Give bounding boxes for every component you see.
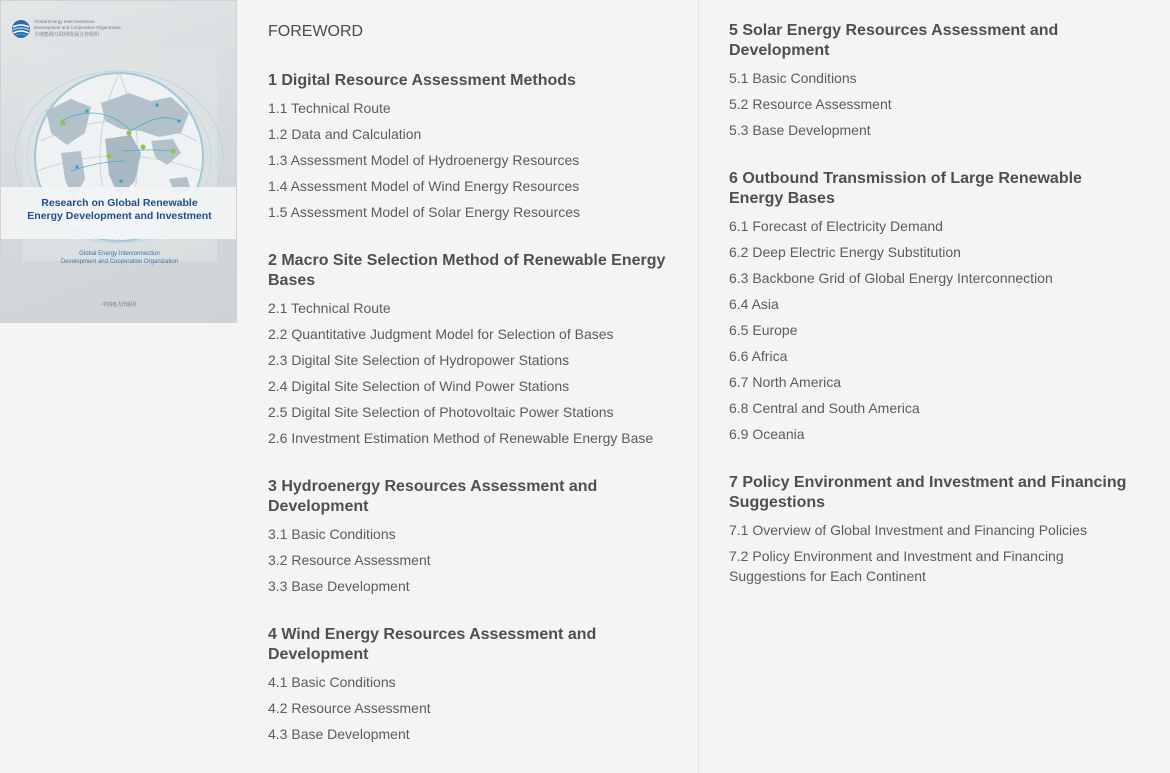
section-item[interactable]: 6.6 Africa bbox=[729, 348, 788, 364]
section-item[interactable]: 2.5 Digital Site Selection of Photovoltaic Power Stations bbox=[268, 404, 614, 420]
column-divider bbox=[698, 0, 699, 773]
section-item[interactable]: 3.1 Basic Conditions bbox=[268, 526, 396, 542]
toc-foreword[interactable]: FOREWORD bbox=[268, 23, 364, 40]
section-item[interactable]: 6.1 Forecast of Electricity Demand bbox=[729, 218, 943, 234]
toc-chapter-2 bbox=[268, 251, 688, 448]
section-item[interactable]: 2.3 Digital Site Selection of Hydropower Stations bbox=[268, 352, 570, 368]
section-item[interactable]: 7.2 Policy Environment and Investment and Financing Suggestions for Each Continent bbox=[729, 548, 1064, 584]
chapter-title[interactable]: 2 Macro Site Selection Method of Renewable Energy Bases bbox=[268, 252, 666, 289]
book-cover[interactable] bbox=[0, 0, 237, 323]
section-item[interactable]: 2.2 Quantitative Judgment Model for Selection of Bases bbox=[268, 326, 614, 342]
section-list bbox=[268, 524, 688, 596]
section-item[interactable]: 3.2 Resource Assessment bbox=[268, 552, 431, 568]
section-item[interactable]: 3.3 Base Development bbox=[268, 578, 410, 594]
section-item[interactable]: 1.2 Data and Calculation bbox=[268, 126, 422, 142]
cover-subtitle: Global Energy Interconnection Development and Cooperation Organization bbox=[60, 251, 179, 265]
cover-publisher: 中国电力出版社 bbox=[101, 302, 137, 308]
section-item[interactable]: 5.3 Base Development bbox=[729, 122, 871, 138]
cover-organization-name-cn: 全球能源互联网发展合作组织 bbox=[34, 32, 100, 38]
section-item[interactable]: 6.5 Europe bbox=[729, 322, 798, 338]
section-item[interactable]: 6.2 Deep Electric Energy Substitution bbox=[729, 244, 961, 260]
toc-chapter-7 bbox=[729, 473, 1139, 586]
section-item[interactable]: 6.4 Asia bbox=[729, 296, 779, 312]
section-item[interactable]: 6.9 Oceania bbox=[729, 426, 805, 442]
section-item[interactable]: 1.4 Assessment Model of Wind Energy Resources bbox=[268, 178, 580, 194]
chapter-title[interactable]: 3 Hydroenergy Resources Assessment and Development bbox=[268, 478, 598, 515]
organization-logo-icon bbox=[11, 19, 31, 39]
toc-chapter-1 bbox=[268, 71, 688, 222]
section-item[interactable]: 1.3 Assessment Model of Hydroenergy Resources bbox=[268, 152, 580, 168]
section-item[interactable]: 4.1 Basic Conditions bbox=[268, 674, 396, 690]
section-item[interactable]: 2.1 Technical Route bbox=[268, 300, 391, 316]
section-list bbox=[729, 68, 1139, 140]
section-item[interactable]: 5.1 Basic Conditions bbox=[729, 70, 857, 86]
section-item[interactable]: 6.3 Backbone Grid of Global Energy Interconnection bbox=[729, 270, 1053, 286]
section-item[interactable]: 5.2 Resource Assessment bbox=[729, 96, 892, 112]
section-list bbox=[268, 672, 688, 744]
section-list bbox=[729, 216, 1139, 444]
cover-title: Research on Global Renewable Energy Development and Investment bbox=[27, 197, 212, 222]
section-item[interactable]: 7.1 Overview of Global Investment and Financing Policies bbox=[729, 522, 1087, 538]
section-item[interactable]: 2.6 Investment Estimation Method of Renewable Energy Base bbox=[268, 430, 654, 446]
section-item[interactable]: 2.4 Digital Site Selection of Wind Power Stations bbox=[268, 378, 570, 394]
section-list bbox=[729, 520, 1139, 586]
section-item[interactable]: 6.7 North America bbox=[729, 374, 842, 390]
section-item[interactable]: 1.1 Technical Route bbox=[268, 100, 391, 116]
section-item[interactable]: 6.8 Central and South America bbox=[729, 400, 920, 416]
chapter-title[interactable]: 1 Digital Resource Assessment Methods bbox=[268, 72, 576, 89]
section-list bbox=[268, 298, 688, 448]
toc-chapter-5 bbox=[729, 21, 1139, 140]
chapter-title[interactable]: 5 Solar Energy Resources Assessment and Development bbox=[729, 22, 1059, 59]
section-list bbox=[268, 98, 688, 222]
section-item[interactable]: 1.5 Assessment Model of Solar Energy Resources bbox=[268, 204, 581, 220]
chapter-title[interactable]: 4 Wind Energy Resources Assessment and Development bbox=[268, 626, 597, 663]
chapter-title[interactable]: 6 Outbound Transmission of Large Renewable Energy Bases bbox=[729, 170, 1082, 207]
toc-chapter-4 bbox=[268, 625, 688, 744]
toc-chapter-6 bbox=[729, 169, 1139, 444]
section-item[interactable]: 4.3 Base Development bbox=[268, 726, 410, 742]
chapter-title[interactable]: 7 Policy Environment and Investment and Financing Suggestions bbox=[729, 474, 1127, 511]
toc-chapter-3 bbox=[268, 477, 688, 596]
cover-organization-name-en: Global Energy Interconnection Development and Cooperation Organization bbox=[34, 19, 122, 30]
section-item[interactable]: 4.2 Resource Assessment bbox=[268, 700, 431, 716]
